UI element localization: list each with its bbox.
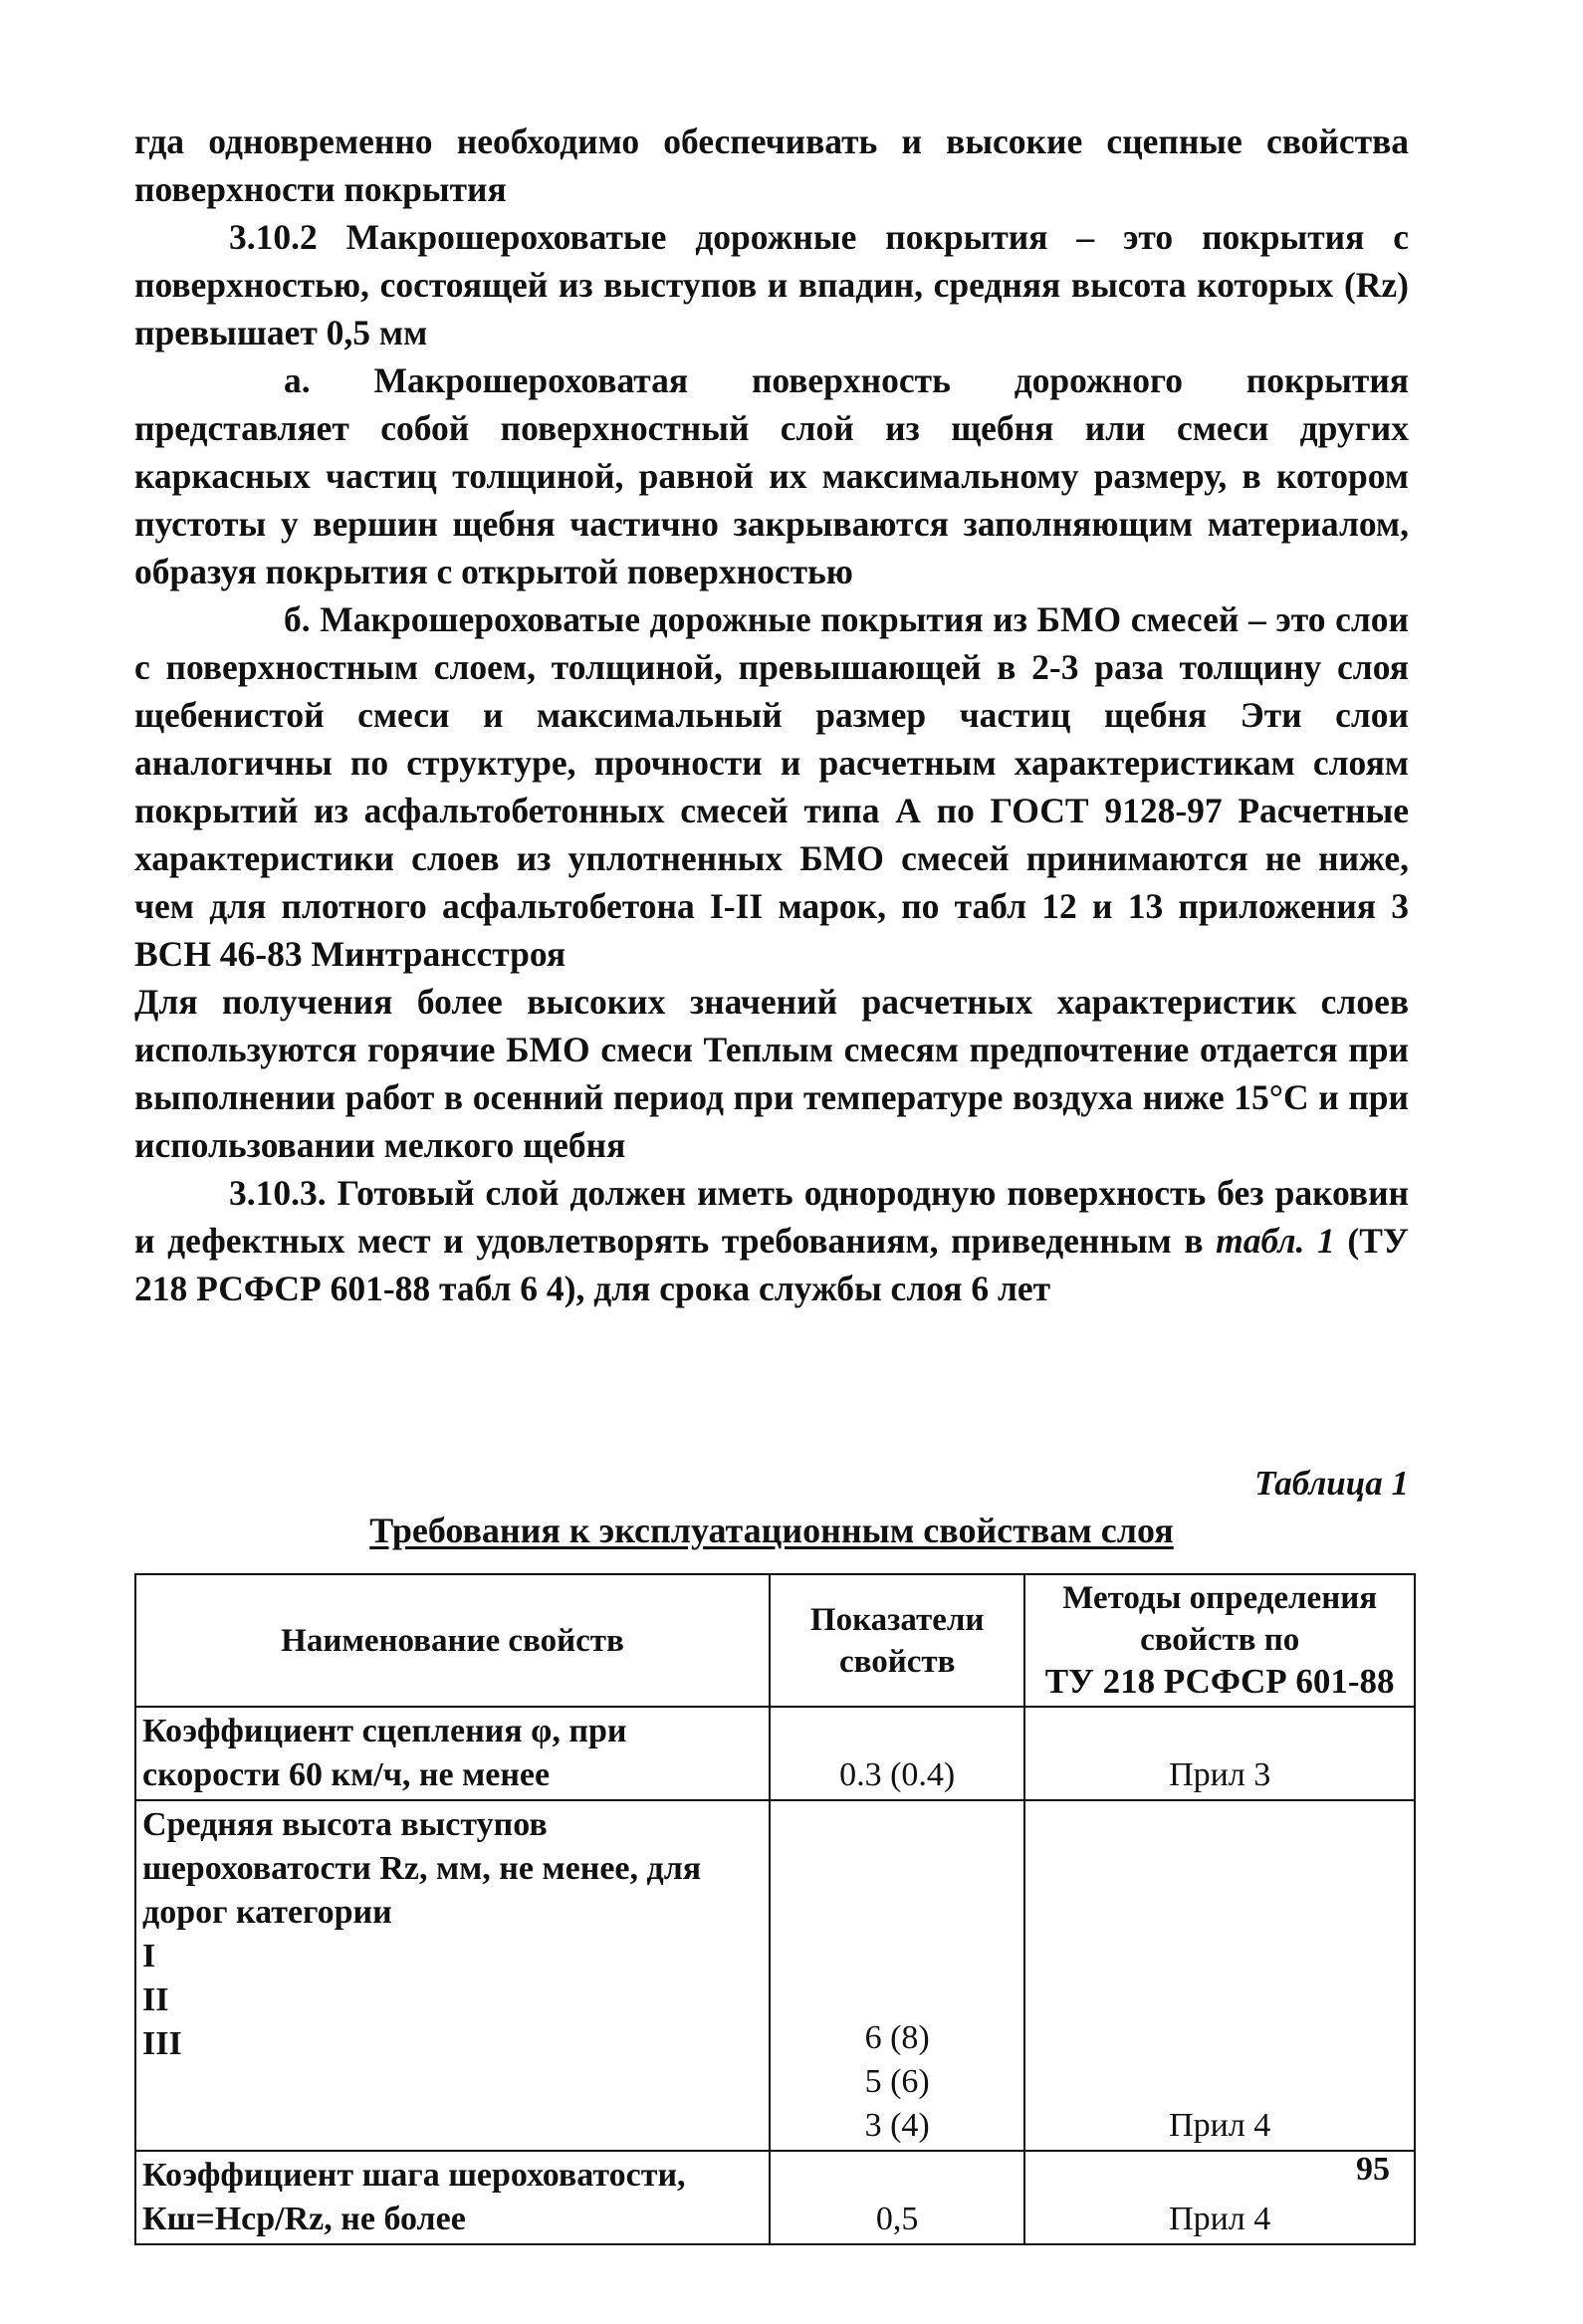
row-step-coefficient-value: 0,5 [770,2151,1024,2244]
table-title: Требования к эксплуатационным свойствам слоя [369,1511,1174,1550]
category-2-value: 5 (6) [864,2063,930,2100]
requirements-table [134,1573,1416,2245]
row-step-coefficient-method: Прил 4 [1024,2151,1415,2244]
paragraph-item-b: б. Макрошероховатые дорожные покрытия из БМО смесей – это слои с поверхностным слоем, толщиной, превышающей в 2-3 раза толщину слоя щебенистой смеси и максимальный размер частиц щебня Эти слои аналогичны по структуре, прочности и расчетным характеристикам слоям покрытий из асфальтобетонных смесей типа А по ГОСТ 9128-97 Расчетные характеристики слоев из уплотненных БМО смесей принимаются не ниже, чем для плотного асфальтобетона I-II марок, по табл 12 и 13 приложения 3 ВСН 46-83 Минтрансстроя [134,599,1409,974]
clause-number-3-10-2: 3.10.2 [229,217,318,257]
header-test-method [1024,1574,1415,1707]
table-caption: Таблица 1 [1254,1464,1409,1503]
table-row [135,2151,1415,2244]
clause-text-3-10-3-b: (ТУ 218 РСФСР 601-88 табл 6 4), для срока службы слоя 6 лет [134,1221,1409,1308]
table-header-row [135,1574,1415,1707]
table-row [135,1707,1415,1800]
paragraph-hot-mix: Для получения более высоких значений расчетных характеристик слоев используются горячие БМО смеси Теплым смесям предпочтение отдается при выполнении работ в осенний период при температуре воздуха ниже 15°С и при использовании мелкого щебня [134,982,1409,1165]
clause-text-3-10-3-a: Готовый слой должен иметь однородную поверхность без раковин и дефектных мест и удовлетворять требованиям, приведенным в [134,1173,1409,1261]
category-3-value: 3 (4) [864,2107,930,2144]
row-roughness-values [770,1800,1024,2151]
paragraph-item-a: а. Макрошероховатая поверхность дорожного покрытия представляет собой поверхностный слой из щебня или смеси других каркасных частиц толщиной, равной их максимальному размеру, в котором пустоты у вершин щебня частично закрываются заполняющим материалом, образуя покрытия с открытой поверхностью [134,360,1409,591]
paragraph-3-10-2 [134,213,1409,356]
row-friction-name: Коэффициент сцепления φ, при скорости 60 км/ч, не менее [135,1707,770,1800]
table-row [135,1800,1415,2151]
category-2-label: II [142,1981,169,2018]
row-roughness-text: Средняя высота выступов шероховатости Rz, мм, не менее, для дорог категории [142,1806,702,1931]
header-property-value: Показатели свойств [770,1574,1024,1707]
page-number: 95 [1356,2151,1390,2188]
clause-number-3-10-3: 3.10.3. [229,1173,327,1213]
header-test-method-line2: ТУ 218 РСФСР 601-88 [1044,1662,1395,1701]
clause-text-3-10-2: Макрошероховатые дорожные покрытия – это покрытия с поверхностью, состоящей из выступов и впадин, средняя высота которых (Rz) превышает 0,5 мм [134,217,1409,352]
row-step-coefficient-name: Коэффициент шага шероховатости, Кш=Нср/Rz, не более [135,2151,770,2244]
header-test-method-line1: Методы определения свойств по [1062,1580,1378,1658]
paragraph-continuation: гда одновременно необходимо обеспечивать и высокие сцепные свойства поверхности покрытия [134,121,1409,209]
row-roughness-method: Прил 4 [1024,1800,1415,2151]
row-friction-value: 0.3 (0.4) [770,1707,1024,1800]
row-friction-method: Прил 3 [1024,1707,1415,1800]
table-reference: табл. 1 [1216,1221,1335,1261]
paragraph-3-10-3 [134,1169,1409,1312]
category-1-value: 6 (8) [864,2019,930,2056]
category-1-label: I [142,1938,156,1975]
row-roughness-name [135,1800,770,2151]
header-property-name: Наименование свойств [135,1574,770,1707]
category-3-label: III [142,2025,182,2062]
